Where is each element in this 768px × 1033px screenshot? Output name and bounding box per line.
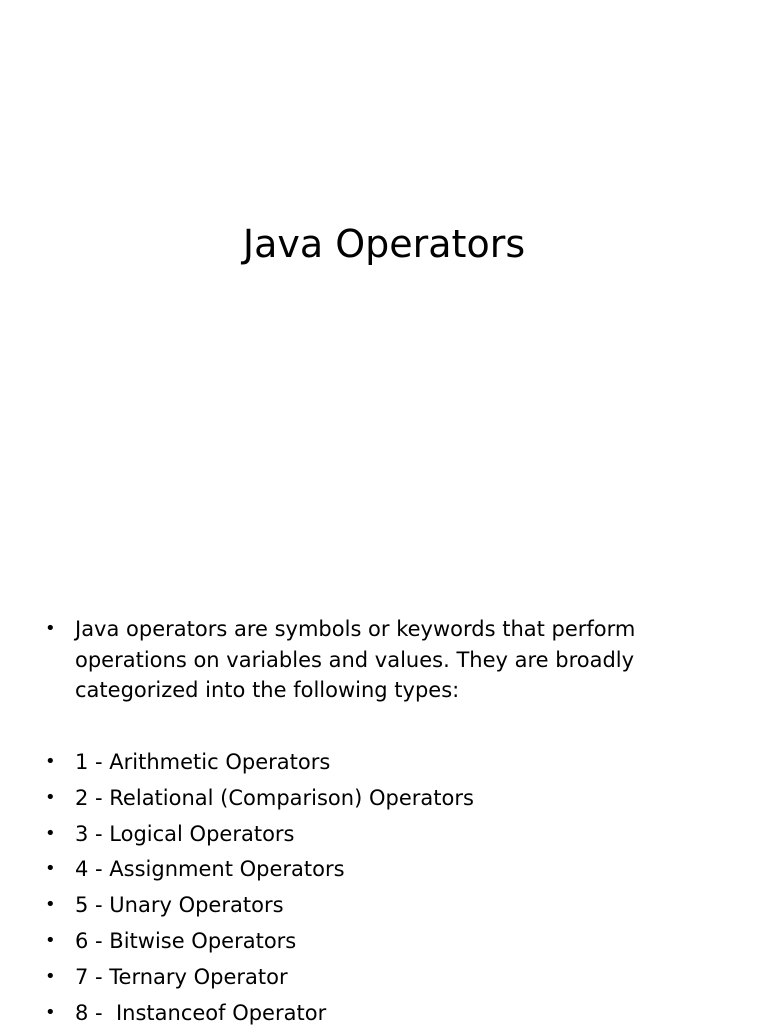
operator-label: 3 - Logical Operators bbox=[75, 821, 295, 846]
operator-list-item bbox=[45, 854, 474, 890]
bullet-icon: • bbox=[45, 618, 56, 639]
operator-list-item bbox=[45, 783, 474, 819]
operator-label: 4 - Assignment Operators bbox=[75, 857, 345, 882]
operator-label: 7 - Ternary Operator bbox=[75, 964, 288, 989]
operator-list-item bbox=[45, 890, 474, 926]
operator-label: 5 - Unary Operators bbox=[75, 893, 284, 918]
operator-list-item bbox=[45, 926, 474, 962]
bullet-icon: • bbox=[45, 929, 56, 951]
operator-label: 6 - Bitwise Operators bbox=[75, 928, 297, 953]
operator-label: 1 - Arithmetic Operators bbox=[75, 750, 331, 774]
bullet-icon: • bbox=[45, 858, 56, 880]
operator-list-item bbox=[45, 962, 474, 998]
operator-label: 8 - Instanceof Operator bbox=[75, 1000, 327, 1025]
operator-list-item bbox=[45, 998, 474, 1033]
bullet-icon: • bbox=[45, 894, 56, 916]
operator-list bbox=[45, 747, 474, 1033]
bullet-icon: • bbox=[45, 786, 56, 808]
operator-list-item bbox=[45, 819, 474, 855]
bullet-icon: • bbox=[45, 1001, 56, 1023]
intro-bullet-item bbox=[45, 614, 675, 706]
bullet-icon: • bbox=[45, 751, 56, 772]
content-slide bbox=[0, 576, 768, 1024]
bullet-icon: • bbox=[45, 965, 56, 987]
operator-label: 2 - Relational (Comparison) Operators bbox=[75, 785, 474, 810]
slide-title: Java Operators bbox=[242, 222, 526, 266]
operator-list-item bbox=[45, 747, 474, 783]
bullet-icon: • bbox=[45, 822, 56, 844]
intro-text: Java operators are symbols or keywords that perform operations on variables and values. They are broadly categorized into the following types: bbox=[75, 617, 636, 702]
